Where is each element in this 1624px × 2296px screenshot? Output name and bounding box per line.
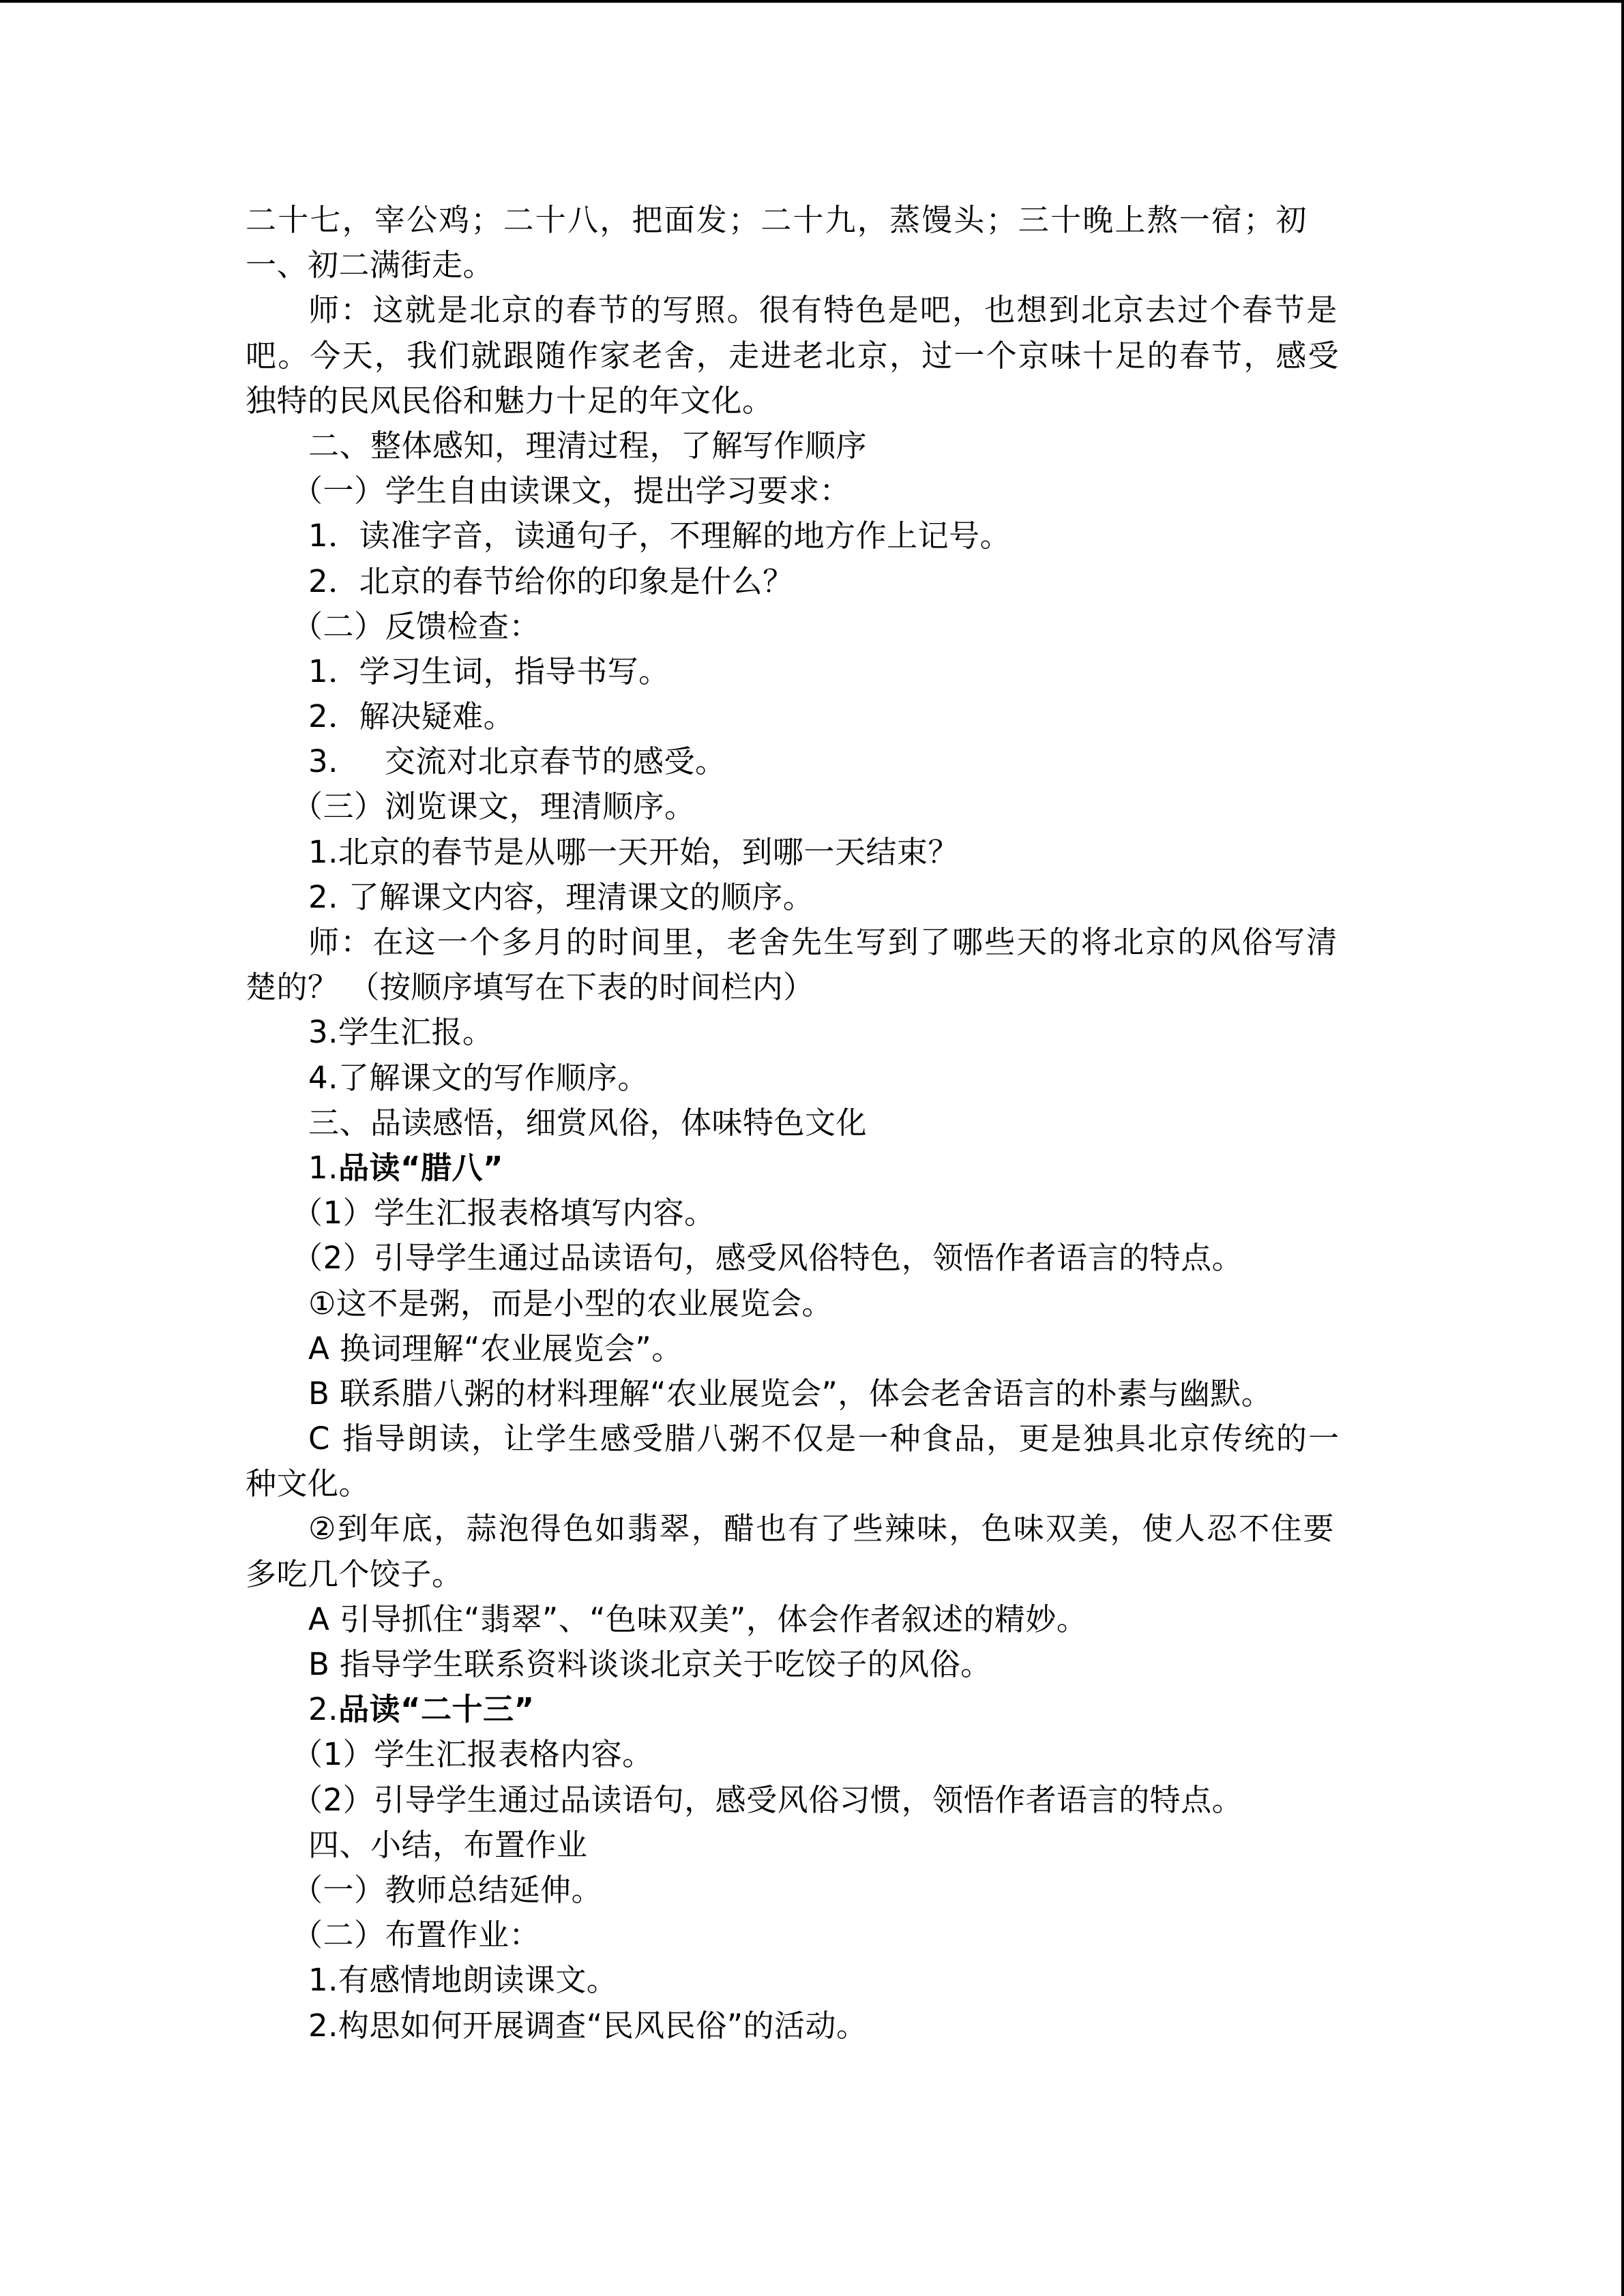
text-line: （二）反馈检查：: [292, 608, 541, 644]
text-line: 二十七，宰公鸡；二十八，把面发；二十九，蒸馒头；三十晚上熬一宿；初: [246, 202, 1308, 238]
text-line: （二）布置作业：: [292, 1917, 541, 1954]
text-line: A 换词理解“农业展览会”。: [308, 1330, 683, 1367]
text-line: 独特的民风民俗和魅力十足的年文化。: [246, 382, 773, 419]
list-text: 交流对北京春节的感受。: [385, 743, 726, 780]
text-line: B 联系腊八粥的材料理解“农业展览会”，体会老舍语言的朴素与幽默。: [308, 1375, 1273, 1412]
list-item: 1.北京的春节是从哪一天开始，到哪一天结束？: [308, 833, 959, 870]
text-line: （一）教师总结延伸。: [292, 1871, 603, 1908]
text-line: 楚的？ （按顺序填写在下表的时间栏内）: [246, 969, 814, 1006]
text-line: （2）引导学生通过品读语句，感受风俗特色，领悟作者语言的特点。: [292, 1240, 1243, 1277]
list-item: 2. 了解课文内容，理清课文的顺序。: [308, 878, 814, 915]
text-line: （一）学生自由读课文，提出学习要求：: [292, 473, 851, 509]
text-line: B 指导学生联系资料谈谈北京关于吃饺子的风俗。: [308, 1646, 992, 1682]
section-heading: 四、小结，布置作业: [308, 1826, 588, 1863]
subheading-number: 2.: [308, 1691, 338, 1728]
text-line: （2）引导学生通过品读语句，感受风俗习惯，领悟作者语言的特点。: [292, 1781, 1243, 1818]
text-line: （三）浏览课文，理清顺序。: [292, 788, 696, 825]
text-line: 种文化。: [246, 1465, 370, 1502]
list-item: 4.了解课文的写作顺序。: [308, 1059, 649, 1096]
text-line: 师：这就是北京的春节的写照。很有特色是吧，也想到北京去过个春节是: [308, 292, 1339, 329]
text-line: ①这不是粥，而是小型的农业展览会。: [308, 1285, 833, 1322]
text-line: （1）学生汇报表格填写内容。: [292, 1195, 715, 1232]
subheading: [246, 1146, 1371, 1191]
text-line: （1）学生汇报表格内容。: [292, 1736, 653, 1773]
text-line: 师：在这一个多月的时间里，老舍先生写到了哪些天的将北京的风俗写清: [308, 924, 1339, 960]
text-line: A 引导抓住“翡翠”、“色味双美”，体会作者叙述的精妙。: [308, 1600, 1088, 1637]
text-line: 多吃几个饺子。: [246, 1555, 463, 1592]
text-line: 一、初二满街走。: [246, 247, 494, 284]
list-item: 1．读准字音，读通句子，不理解的地方作上记号。: [308, 518, 1012, 554]
subheading-title: 品读“腊八”: [338, 1149, 504, 1186]
list-item: 2.构思如何开展调查“民风民俗”的活动。: [308, 2007, 868, 2044]
list-item: 2．解决疑难。: [308, 698, 515, 735]
subheading-title: 品读“二十三”: [338, 1691, 535, 1728]
page-right-border: [1621, 0, 1624, 2296]
text-line: 吧。今天，我们就跟随作家老舍，走进老北京，过一个京味十足的春节，感受: [246, 337, 1340, 374]
list-item: 3.学生汇报。: [308, 1014, 494, 1051]
list-number: 3.: [308, 743, 338, 780]
list-item: [246, 739, 1371, 784]
list-item: 1.有感情地朗读课文。: [308, 1962, 618, 1999]
text-line: C 指导朗读，让学生感受腊八粥不仅是一种食品，更是独具北京传统的一: [308, 1420, 1341, 1457]
text-line: ②到年底，蒜泡得色如翡翠，醋也有了些辣味，色味双美，使人忍不住要: [308, 1510, 1335, 1547]
subheading: [246, 1687, 1371, 1732]
list-item: 1．学习生词，指导书写。: [308, 653, 670, 689]
list-item: 2．北京的春节给你的印象是什么？: [308, 563, 794, 599]
subheading-number: 1.: [308, 1149, 338, 1186]
section-heading: 二、整体感知，理清过程，了解写作顺序: [308, 427, 868, 464]
page-top-border: [0, 0, 1624, 3]
section-heading: 三、品读感悟，细赏风俗，体味特色文化: [308, 1104, 868, 1141]
document-body: [246, 198, 1371, 2048]
